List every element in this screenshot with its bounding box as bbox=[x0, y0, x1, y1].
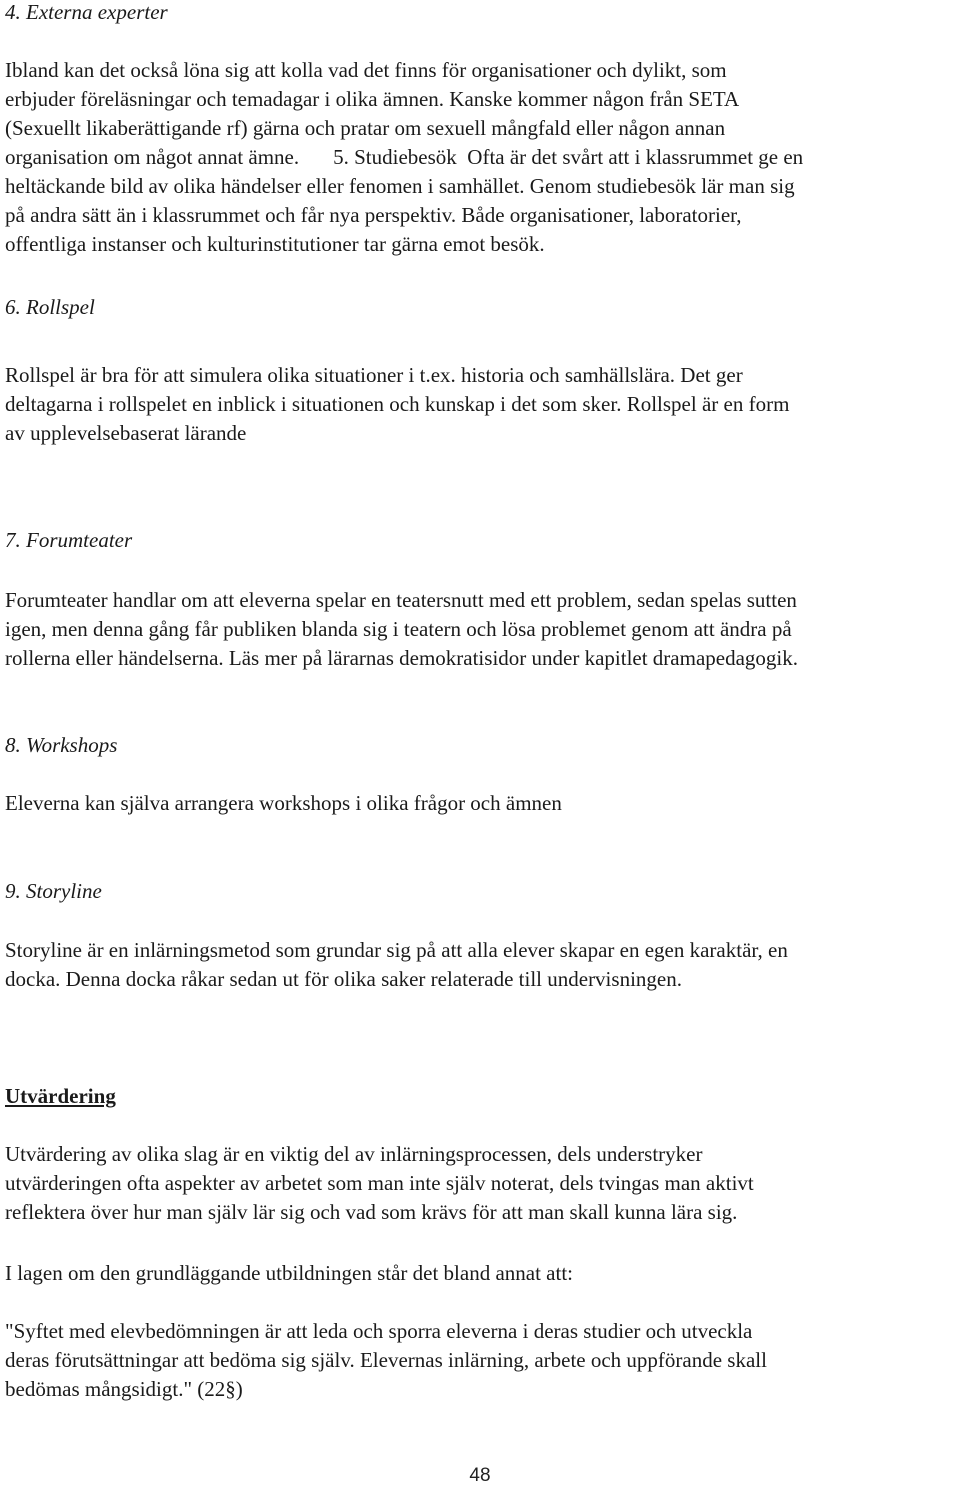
text-line: offentliga instanser och kulturinstitutioner tar gärna emot besök. bbox=[5, 232, 545, 256]
text-line: Forumteater handlar om att eleverna spelar en teatersnutt med ett problem, sedan spelas sutten bbox=[5, 588, 797, 612]
section-7-heading: 7. Forumteater bbox=[5, 528, 133, 552]
text-line: reflektera över hur man själv lär sig och vad som krävs för att man skall kunna lära sig. bbox=[5, 1200, 738, 1224]
text-line: rollerna eller händelserna. Läs mer på lärarnas demokratisidor under kapitlet dramapedagogik. bbox=[5, 646, 799, 670]
text-line: I lagen om den grundläggande utbildningen står det bland annat att: bbox=[5, 1261, 574, 1285]
text-line: Storyline är en inlärningsmetod som grundar sig på att alla elever skapar en egen karaktär, en bbox=[5, 938, 788, 962]
text-fragment: organisation om något annat ämne. bbox=[5, 145, 300, 169]
text-line: docka. Denna docka råkar sedan ut för olika saker relaterade till undervisningen. bbox=[5, 967, 682, 991]
section-8-heading: 8. Workshops bbox=[5, 733, 118, 757]
text-line: Utvärdering av olika slag är en viktig del av inlärningsprocessen, dels understryker bbox=[5, 1142, 703, 1166]
section-7-body bbox=[5, 586, 957, 673]
section-4-body bbox=[5, 56, 957, 259]
section-9-body bbox=[5, 936, 957, 994]
section-6-body bbox=[5, 361, 957, 448]
text-line: heltäckande bild av olika händelser eller fenomen i samhället. Genom studiebesök lär man sig bbox=[5, 174, 795, 198]
text-line: Eleverna kan själva arrangera workshops i olika frågor och ämnen bbox=[5, 791, 562, 815]
text-line: på andra sätt än i klassrummet och får nya perspektiv. Både organisationer, laboratorier, bbox=[5, 203, 742, 227]
evaluation-paragraph bbox=[5, 1140, 957, 1227]
evaluation-heading: Utvärdering bbox=[5, 1084, 116, 1108]
evaluation-intro bbox=[5, 1259, 957, 1288]
text-line: (Sexuellt likaberättigande rf) gärna och pratar om sexuell mångfald eller någon annan bbox=[5, 116, 726, 140]
text-line: erbjuder föreläsningar och temadagar i olika ämnen. Kanske kommer någon från SETA bbox=[5, 87, 740, 111]
text-line: deltagarna i rollspelet en inblick i situationen och kunskap i det som sker. Rollspel är en form bbox=[5, 392, 790, 416]
page-number: 48 bbox=[469, 1465, 491, 1486]
section-5-inline-heading: 5. Studiebesök bbox=[333, 145, 457, 169]
text-line: igen, men denna gång får publiken blanda sig i teatern och lösa problemet genom att ändra på bbox=[5, 617, 792, 641]
text-line: Ibland kan det också löna sig att kolla vad det finns för organisationer och dylikt, som bbox=[5, 58, 727, 82]
text-line: av upplevelsebaserat lärande bbox=[5, 421, 247, 445]
text-line: "Syftet med elevbedömningen är att leda och sporra eleverna i deras studier och utveckla bbox=[5, 1319, 753, 1343]
text-line: bedömas mångsidigt." (22§) bbox=[5, 1377, 243, 1401]
section-4-heading: 4. Externa experter bbox=[5, 0, 168, 24]
text-line: Rollspel är bra för att simulera olika situationer i t.ex. historia och samhällslära. Det ger bbox=[5, 363, 743, 387]
text-line: deras förutsättningar att bedöma sig själv. Elevernas inlärning, arbete och uppförande skall bbox=[5, 1348, 767, 1372]
section-6-heading: 6. Rollspel bbox=[5, 295, 95, 319]
text-fragment: Ofta är det svårt att i klassrummet ge en bbox=[467, 145, 804, 169]
section-9-heading: 9. Storyline bbox=[5, 879, 102, 903]
law-quote bbox=[5, 1317, 957, 1404]
text-line-mixed bbox=[5, 143, 957, 172]
section-8-body bbox=[5, 789, 957, 818]
text-line: utvärderingen ofta aspekter av arbetet som man inte själv noterat, dels tvingas man aktivt bbox=[5, 1171, 754, 1195]
